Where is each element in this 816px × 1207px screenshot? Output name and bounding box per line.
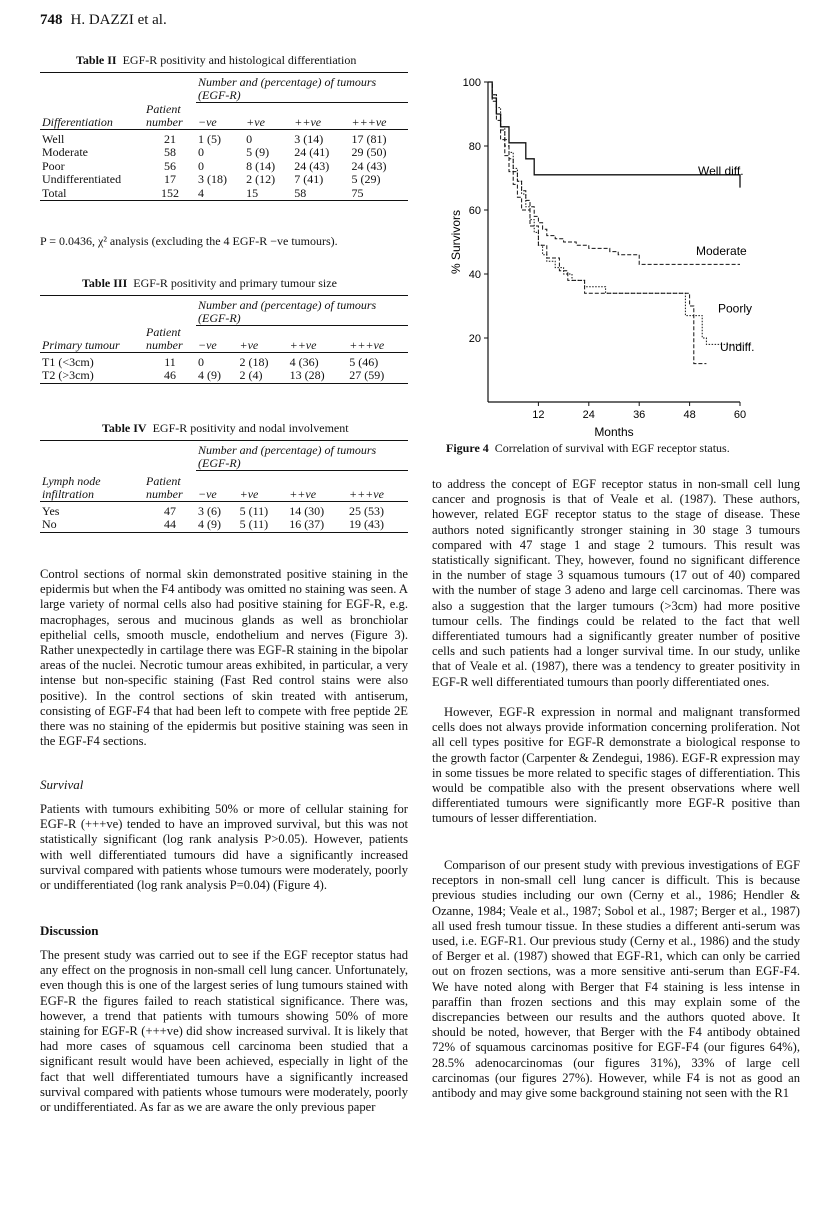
series-label: Poorly <box>718 301 753 316</box>
x-axis-label: Months <box>594 425 634 436</box>
running-head-authors: H. DAZZI et al. <box>70 12 167 28</box>
y-tick-label: 60 <box>468 205 481 217</box>
table-row <box>40 518 408 532</box>
patient-number: 11 <box>164 354 176 369</box>
table2-col-head: +ve <box>244 103 292 130</box>
cell-value: 0 <box>198 158 204 173</box>
patient-number: 46 <box>164 368 176 382</box>
table4-col-first: Lymph node infiltration <box>42 473 101 501</box>
cell-value: 24 (43) <box>294 158 330 173</box>
table4-label: Table IV <box>102 421 147 435</box>
cell-value: 7 (41) <box>294 172 324 186</box>
table-row <box>40 502 408 519</box>
table4-group-header: Number and (percentage) of tumours (EGF-R) <box>198 443 377 470</box>
table3-title <box>82 276 337 291</box>
survival-heading: Survival <box>40 777 84 792</box>
cell-value: 25 (53) <box>348 503 384 518</box>
patient-number: 152 <box>161 185 179 200</box>
x-tick-label: 48 <box>683 409 696 421</box>
table2-col-head: −ve <box>196 103 244 130</box>
row-label: Undifferentiated <box>42 172 122 186</box>
row-label: Well <box>42 131 65 146</box>
table4-col-head: −ve <box>196 471 238 502</box>
page-header <box>40 12 167 29</box>
row-label: Moderate <box>42 145 88 159</box>
cell-value: 3 (14) <box>294 131 324 146</box>
x-tick-label: 60 <box>733 409 747 421</box>
table3-col-patient: Patient number <box>146 324 183 352</box>
survival-chart <box>440 74 780 436</box>
table2-title <box>76 53 356 68</box>
y-axis-label: % Survivors <box>449 209 463 275</box>
cell-value: 17 (81) <box>351 131 387 146</box>
series-label: Undiff. <box>720 339 755 354</box>
x-tick-label: 12 <box>532 409 545 421</box>
patient-number: 44 <box>164 517 176 531</box>
row-label: No <box>42 517 57 531</box>
table3-col-head: −ve <box>196 326 237 353</box>
patient-number: 17 <box>164 172 176 186</box>
table2-col-head: +++ve <box>350 103 408 130</box>
cell-value: 29 (50) <box>351 145 387 159</box>
cell-value: 58 <box>294 185 307 200</box>
cell-value: 5 (11) <box>239 503 269 518</box>
cell-value: 75 <box>351 185 364 200</box>
table2-note: P = 0.0436, χ² analysis (excluding the 4 EGF-R −ve tumours). <box>40 234 338 248</box>
table2-group-header: Number and (percentage) of tumours (EGF-R) <box>198 75 377 102</box>
cell-value: 3 (6) <box>198 503 221 518</box>
table4-title <box>102 421 349 436</box>
table-row <box>40 353 408 370</box>
row-label: T1 (<3cm) <box>42 354 94 369</box>
table4 <box>40 440 408 533</box>
cell-value: 4 (36) <box>289 354 319 369</box>
table3 <box>40 295 408 384</box>
table2-col-patient: Patient number <box>146 101 183 129</box>
series-label: Moderate <box>696 243 747 258</box>
row-label: Poor <box>42 158 65 173</box>
cell-value: 14 (30) <box>289 503 325 518</box>
table2 <box>40 72 408 201</box>
table4-caption: EGF-R positivity and nodal involvement <box>152 421 349 435</box>
left-paragraph-2: Patients with tumours exhibiting 50% or more of cellular staining for EGF-R (+++ve) tended to have an improved survival, but this was not statistically significant (log rank analysis P>0.05). However, patients with well differentiated tumours did have a significantly increased survival compared with patients whose tumours were moderately, poorly or undifferentiated (log rank analysis P=0.04) (Figure 4). <box>40 802 408 893</box>
cell-value: 19 (43) <box>348 517 384 531</box>
table-row <box>40 146 408 160</box>
cell-value: 4 (9) <box>198 517 221 531</box>
right-paragraph-3: Comparison of our present study with previous investigations of EGF receptors in non-small cell lung cancer is difficult. This is because previous studies including our own (Cerny et al., 1986; Hendler & Ozanne, 1984; Veale et al., 1987; Sobol et al., 1987; Berger et al., 1987) all used fresh tumour tissue. In these studies a different anti-serum was used, i.e. EGF-R1. Our previous study (Cerny et al., 1986) and the study of Berger et al. (1987) showed that EGF-R1, which can only be carried out on frozen sections, was a more sensitive anti-serum than EGF-F4. We have noted along with Berger that F4 staining is less intense in paraffin than frozen sections and this may explain some of the discrepancies between our results and the authors quoted above. It should be noted, however, that Berger with the F4 antibody obtained 72% of squamous carcinomas positive for EGF-F4 (our figures 64%), 28.5% adenocarcinomas (our figures 31%), 33% of large cell carcinomas (our figures 27%). However, while F4 is not as good an antibody and may give some background staining not seen with the R1 <box>432 858 800 1101</box>
cell-value: 5 (9) <box>246 145 270 159</box>
row-label: T2 (>3cm) <box>42 368 94 382</box>
table3-caption: EGF-R positivity and primary tumour size <box>133 276 337 290</box>
cell-value: 16 (37) <box>289 517 325 531</box>
table2-label: Table II <box>76 53 117 67</box>
y-tick-label: 20 <box>468 333 481 345</box>
table2-col-first: Differentiation <box>42 114 113 129</box>
cell-value: 4 (9) <box>198 368 221 382</box>
y-tick-label: 80 <box>468 141 481 153</box>
right-paragraph-1: to address the concept of EGF receptor status in non-small cell lung cancer and prognosis is that of Veale et al. (1987). These authors, however, related EGF receptor status to the stage of disease. These authors noted significantly stronger staining in 30 stage 3 tumours compared with 47 stage 1 and stage 2 tumours. This result was statistically significant. They, however, found no significant difference in the number of stage 3 squamous tumours (17 out of 40) compared with the number of stage 3 adeno and large cell carcinomas. There was also a suggestion that the larger tumours (>3cm) had more positive tumour cells. The findings could be related to the fact that well differentiated tumours had a significantly greater number of positive cells and such patients had a longer survival time. In our study, unlike that of Veale et al. (1987), there was a tendency to greater positivity in EGF-R well differentiated tumours than poorly differentiated ones. <box>432 477 800 689</box>
y-tick-label: 100 <box>462 77 481 89</box>
row-label: Yes <box>42 503 60 518</box>
cell-value: 4 <box>198 185 204 200</box>
patient-number: 21 <box>164 131 176 146</box>
patient-number: 47 <box>164 503 176 518</box>
cell-value: 24 (41) <box>294 145 330 159</box>
series-line <box>488 82 706 364</box>
cell-value: 15 <box>246 185 259 200</box>
left-paragraph-1: Control sections of normal skin demonstrated positive staining in the epidermis but when the F4 antibody was omitted no staining was seen. A large variety of normal cells also had positive staining for EGF-R, e.g. macrophages, serous and mucinous glands as well as bronchiolar epithelial cells, smooth muscle, endothelium and nerves (Figure 3). Rather unexpectedly in cartilage there was EGF-R staining in the bipolar areas of the nuclei. Necrotic tumour areas exhibited, in particular, a very intense but non-specific staining (Fast Red control stains were also positive). In the control sections of skin treated with antiserum, consisting of EGF-F4 that had been left to compete with free peptide 2E there was no staining of the epidermis but positive staining was seen in the EGF-F4 sections. <box>40 567 408 749</box>
figure4-caption-text: Correlation of survival with EGF receptor status. <box>494 441 730 455</box>
cell-value: 2 (18) <box>239 354 269 369</box>
cell-value: 5 (11) <box>239 517 269 531</box>
table3-col-first: Primary tumour <box>42 337 120 352</box>
table3-col-head: +ve <box>237 326 287 353</box>
y-tick-label: 40 <box>468 269 481 281</box>
table-row <box>40 369 408 383</box>
cell-value: 2 (4) <box>239 368 263 382</box>
cell-value: 5 (29) <box>351 172 381 186</box>
table-row <box>40 130 408 147</box>
table3-col-head: +++ve <box>347 326 408 353</box>
table2-caption: EGF-R positivity and histological differentiation <box>122 53 357 67</box>
table4-col-head: +++ve <box>347 471 408 502</box>
left-paragraph-3: The present study was carried out to see if the EGF receptor status had any effect on the prognosis in non-small cell lung cancer. Unfortunately, even though this is one of the largest series of lung tumours stained with EGF-R the figures failed to reach statistical significance. There was, however, a trend that patients with tumours showing 50% of more staining for EGF-R (+++ve) did show increased survival. It is likely that had more cases of squamous cell carcinoma been studied that a significant result would have been achieved, especially in light of the fact that well differentiated tumours have a significantly increased survival compared with patients whose tumours were moderately, poorly or undifferentiated. As far as we are aware the only previous paper <box>40 948 408 1115</box>
cell-value: 5 (46) <box>349 354 379 369</box>
x-tick-label: 24 <box>582 409 595 421</box>
cell-value: 24 (43) <box>351 158 387 173</box>
table-row <box>40 173 408 187</box>
figure4-label: Figure 4 <box>446 441 489 455</box>
series-label: Well diff. <box>698 163 744 178</box>
discussion-heading: Discussion <box>40 923 99 938</box>
cell-value: 0 <box>198 145 204 159</box>
table2-col-head: ++ve <box>292 103 349 130</box>
right-paragraph-2: However, EGF-R expression in normal and malignant transformed cells does not always provide information concerning proliferation. Not all cell types positive for EGF-R demonstrate a biological response to the growth factor (Carpenter & Zendegui, 1986). EGF-R expression may in some tissues be more related to specific stages of differentiation. This would be compatible also with the present observations where well differentiated tumours were significantly more EGF-R positive than tumours of lesser differentiation. <box>432 705 800 826</box>
patient-number: 58 <box>164 145 176 159</box>
table3-col-head: ++ve <box>288 326 348 353</box>
table-row <box>40 187 408 201</box>
cell-value: 3 (18) <box>198 172 227 186</box>
table-row <box>40 160 408 174</box>
cell-value: 8 (14) <box>246 158 276 173</box>
row-label: Total <box>42 185 67 200</box>
patient-number: 56 <box>164 158 176 173</box>
figure4-caption <box>446 441 730 456</box>
table4-col-head: +ve <box>238 471 288 502</box>
cell-value: 0 <box>198 354 204 369</box>
cell-value: 27 (59) <box>349 368 385 382</box>
table4-col-patient: Patient number <box>146 473 183 501</box>
cell-value: 13 (28) <box>289 368 325 382</box>
x-tick-label: 36 <box>633 409 646 421</box>
page-number: 748 <box>40 12 63 28</box>
cell-value: 1 (5) <box>198 131 221 146</box>
table3-group-header: Number and (percentage) of tumours (EGF-R) <box>198 298 377 325</box>
table4-col-head: ++ve <box>287 471 347 502</box>
cell-value: 0 <box>246 131 253 146</box>
table3-label: Table III <box>82 276 128 290</box>
series-line <box>488 82 740 344</box>
cell-value: 2 (12) <box>246 172 276 186</box>
